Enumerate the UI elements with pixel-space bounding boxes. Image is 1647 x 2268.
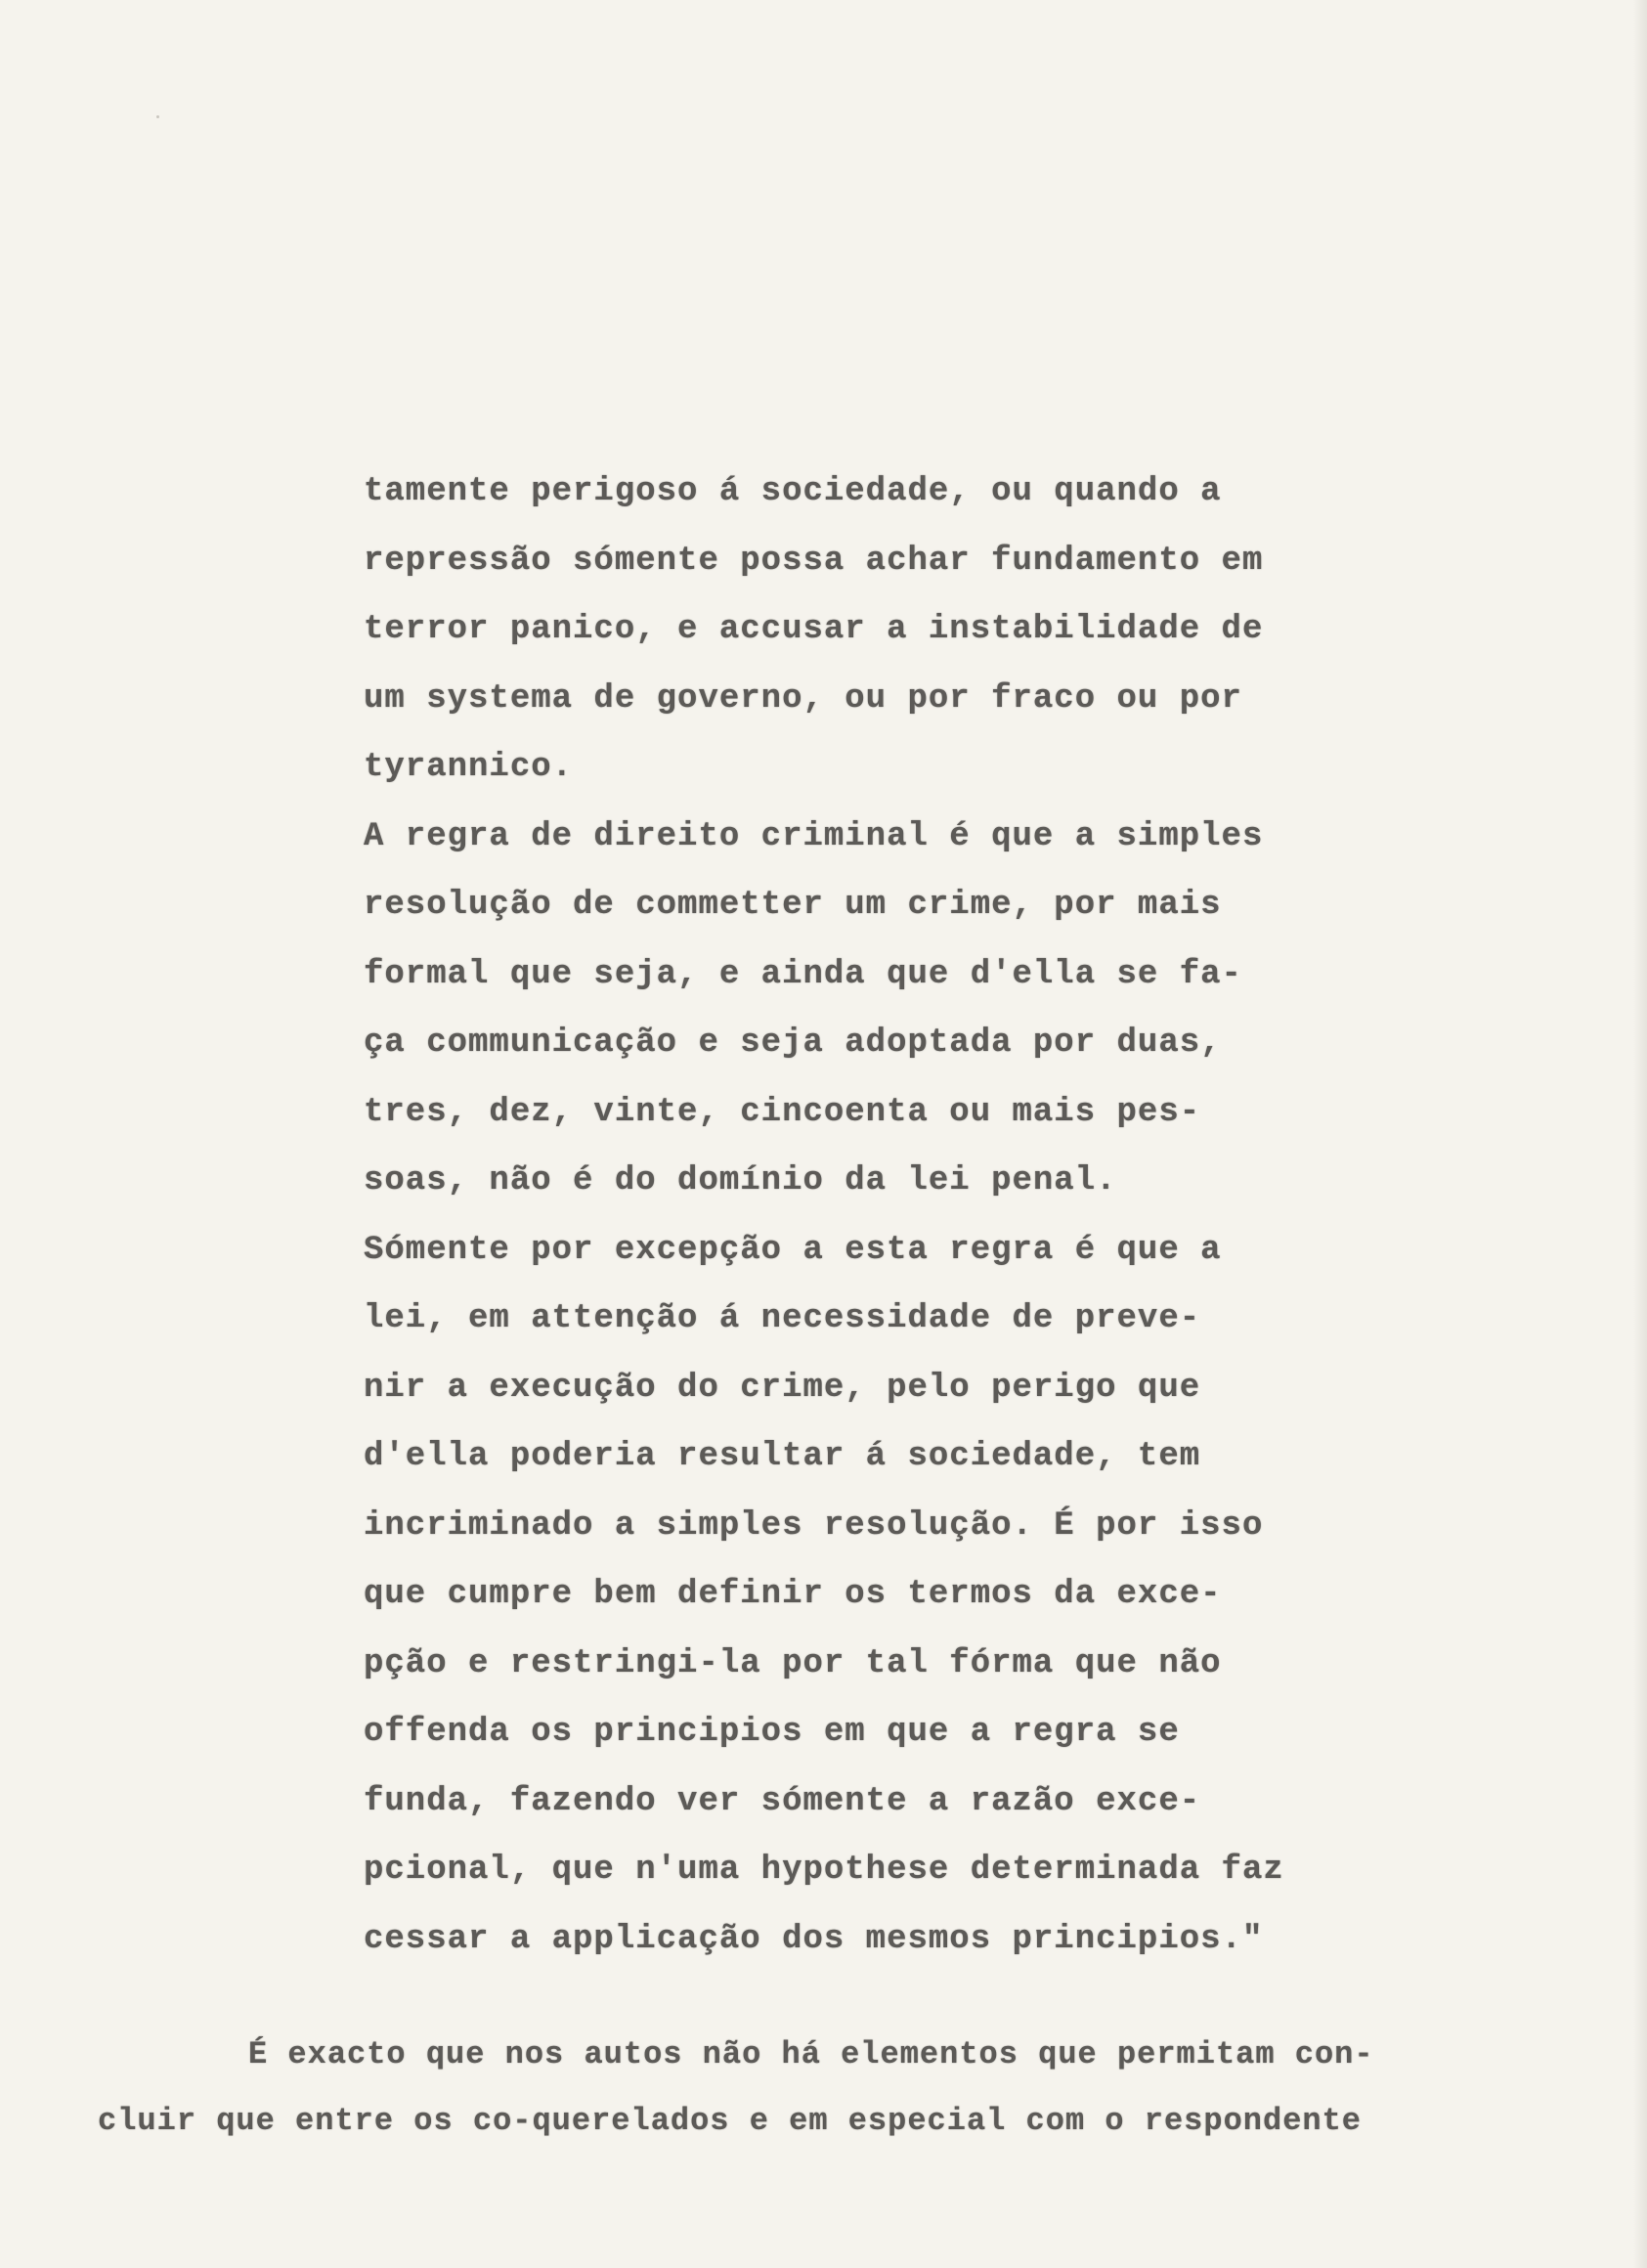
quote-line: pção e restringi-la por tal fórma que não	[364, 1644, 1222, 1682]
body-paragraph	[98, 2022, 1408, 2155]
quote-line: tamente perigoso á sociedade, ou quando a	[364, 473, 1222, 510]
quote-line: ça communicação e seja adoptada por duas,	[364, 1025, 1222, 1062]
page-edge-shadow	[1633, 0, 1647, 2268]
quote-line: offenda os principios em que a regra se	[364, 1714, 1180, 1751]
quoted-text-block	[364, 458, 1341, 1974]
quote-line: Sómente por excepção a esta regra é que a	[364, 1231, 1222, 1269]
quote-line: tres, dez, vinte, cincoenta ou mais pes-	[364, 1093, 1201, 1131]
quote-line: cessar a applicação dos mesmos principios."	[364, 1920, 1264, 1958]
quote-line: funda, fazendo ver sómente a razão exce-	[364, 1782, 1201, 1820]
quote-line: pcional, que n'uma hypothese determinada faz	[364, 1852, 1284, 1889]
quote-line: um systema de governo, ou por fraco ou por	[364, 679, 1242, 718]
quote-line: tyrannico.	[364, 749, 574, 786]
paragraph-line: É exacto que nos autos não há elementos que permitam con-	[248, 2036, 1374, 2072]
quote-line: terror panico, e accusar a instabilidade de	[364, 611, 1264, 648]
quote-line: que cumpre bem definir os termos da exce-	[364, 1576, 1222, 1613]
paragraph-line: cluir que entre os co-querelados e em especial com o respondente	[98, 2103, 1362, 2139]
quote-line: formal que seja, e ainda que d'ella se fa-	[364, 955, 1242, 993]
quote-line: incriminado a simples resolução. É por isso	[364, 1506, 1264, 1545]
paper-speck	[156, 115, 159, 118]
quote-line: lei, em attenção á necessidade de preve-	[364, 1300, 1201, 1337]
quote-line: d'ella poderia resultar á sociedade, tem	[364, 1438, 1201, 1475]
quote-line: repressão sómente possa achar fundamento em	[364, 542, 1264, 580]
quote-line: nir a execução do crime, pelo perigo que	[364, 1369, 1201, 1407]
quote-line: A regra de direito criminal é que a simples	[364, 817, 1264, 855]
quote-line: resolução de commetter um crime, por mais	[364, 887, 1222, 924]
quote-line: soas, não é do domínio da lei penal.	[364, 1162, 1117, 1199]
